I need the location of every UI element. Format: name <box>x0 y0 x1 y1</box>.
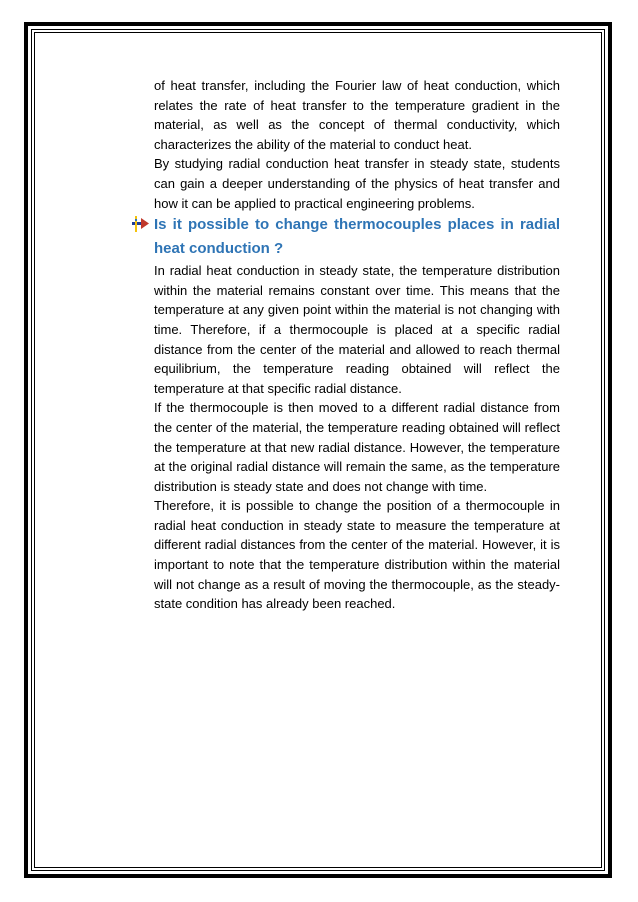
paragraph-conclusion: Therefore, it is possible to change the position of a thermocouple in radial heat conduction in steady state to measure the temperature at different radial distances from the center of the material. However, it is important to note that the temperature distribution within the material will not change as a result of moving the thermocouple, as the steady-state condition has already been reached. <box>154 498 560 612</box>
paragraph-temperature-distribution: In radial heat conduction in steady state, the temperature distribution within the material remains constant over time. This means that the temperature at any given point within the material is not changing with time. Therefore, if a thermocouple is placed at a specific radial distance from the center of the material and allowed to reach thermal equilibrium, the temperature reading obtained will reflect the temperature at that specific radial distance. <box>154 263 560 396</box>
section-heading-text: Is it possible to change thermocouples places in radial heat conduction ? <box>154 216 560 258</box>
paragraph-fourier-law: of heat transfer, including the Fourier law of heat conduction, which relates the rate of heat transfer to the temperature gradient in the material, as well as the concept of thermal conductivity, which characterizes the ability of the material to conduct heat. <box>154 78 560 152</box>
arrow-bullet-icon <box>132 216 150 232</box>
page-content <box>154 76 560 614</box>
paragraph-studying-radial-conduction: By studying radial conduction heat transfer in steady state, students can gain a deeper understanding of the physics of heat transfer and how it can be applied to practical engineering problems. <box>154 156 560 211</box>
paragraph-thermocouple-moved: If the thermocouple is then moved to a different radial distance from the center of the material, the temperature reading obtained will reflect the temperature at that new radial distance. However, the temperature at the original radial distance will remain the same, as the temperature distribution is steady state and does not change with time. <box>154 400 560 494</box>
section-heading <box>154 213 560 261</box>
